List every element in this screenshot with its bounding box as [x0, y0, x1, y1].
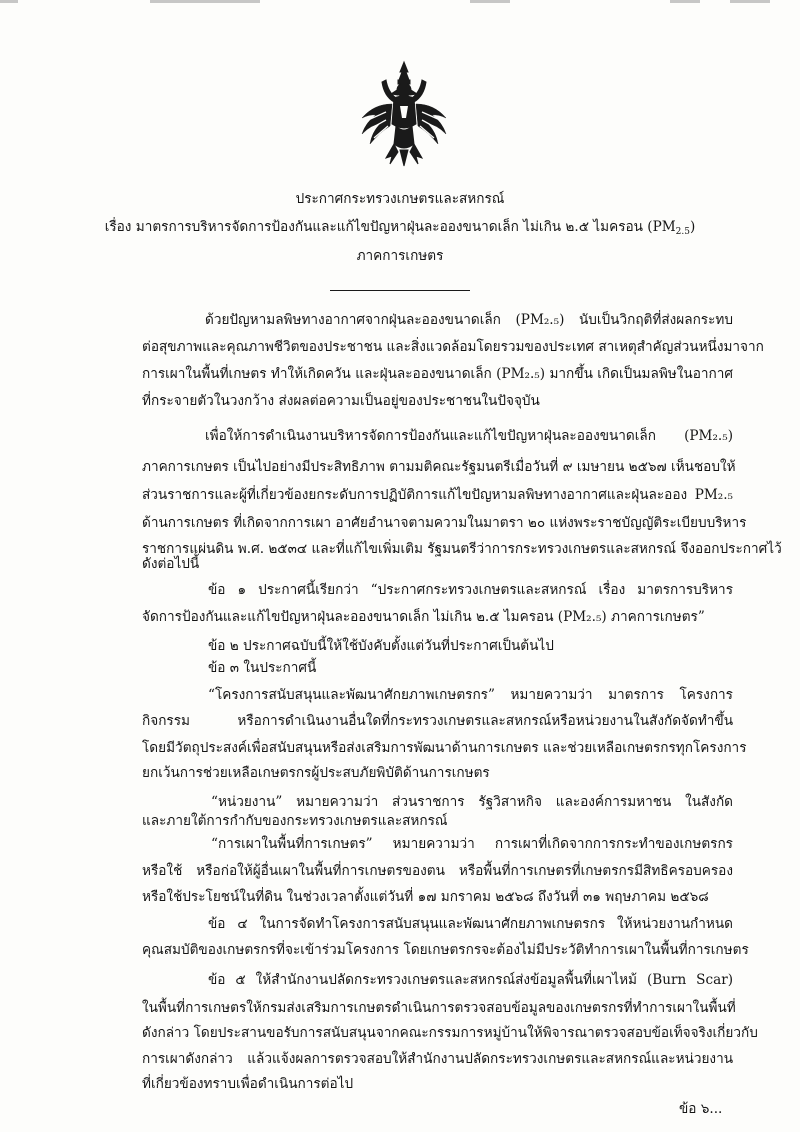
body-line: ด้านการเกษตร ที่เกิดจากการเผา อาศัยอำนาจตามความในมาตรา ๒๐ แห่งพระราชบัญญัติระเบียบบริหาร: [142, 515, 747, 531]
header-line-1: ประกาศกระทรวงเกษตรและสหกรณ์: [295, 191, 505, 207]
header-line-3: ภาคการเกษตร: [356, 248, 444, 264]
body-line: “การเผาในพื้นที่การเกษตร” หมายความว่า การเผาที่เกิดจากการกระทำของเกษตรกร: [211, 836, 733, 852]
body-line: จัดการป้องกันและแก้ไขปัญหาฝุ่นละอองขนาดเล็ก ไม่เกิน ๒.๕ ไมครอน (PM₂.₅) ภาคการเกษตร”: [142, 609, 705, 625]
body-line: ดังกล่าว โดยประสานขอรับการสนับสนุนจากคณะกรรมการหมู่บ้านให้พิจารณาตรวจสอบข้อเท็จจริงเกี่ยวกับ: [142, 1025, 758, 1041]
header-subject-text: เรื่อง มาตรการบริหารจัดการป้องกันและแก้ไขปัญหาฝุ่นละอองขนาดเล็ก ไม่เกิน ๒.๕ ไมครอน (PM: [104, 219, 676, 235]
body-line: ข้อ ๑ ประกาศนี้เรียกว่า “ประกาศกระทรวงเกษตรและสหกรณ์ เรื่อง มาตรการบริหาร: [208, 582, 733, 598]
header-subject-line: [0, 215, 800, 237]
body-line: ด้วยปัญหามลพิษทางอากาศจากฝุ่นละอองขนาดเล็ก (PM₂.₅) นับเป็นวิกฤติที่ส่งผลกระทบ: [205, 312, 733, 328]
body-line: ต่อสุขภาพและคุณภาพชีวิตของประชาชน และสิ่งแวดล้อมโดยรวมของประเทศ สาเหตุสำคัญส่วนหนึ่งมาจาก: [142, 339, 764, 355]
scan-top-edge: [0, 0, 800, 10]
body-line: ข้อ ๕ ให้สำนักงานปลัดกระทรวงเกษตรและสหกรณ์ส่งข้อมูลพื้นที่เผาไหม้ (Burn Scar): [208, 972, 733, 988]
body-line: ส่วนราชการและผู้ที่เกี่ยวข้องยกระดับการปฏิบัติการแก้ไขปัญหามลพิษทางอากาศและฝุ่นละออง PM₂.₅: [142, 487, 733, 503]
header-subject-close: ): [689, 219, 696, 235]
body-line: “หน่วยงาน” หมายความว่า ส่วนราชการ รัฐวิสาหกิจ และองค์การมหาชน ในสังกัด: [211, 794, 733, 810]
body-line: ภาคการเกษตร เป็นไปอย่างมีประสิทธิภาพ ตามมติคณะรัฐมนตรีเมื่อวันที่ ๙ เมษายน ๒๕๖๗ เห็นชอบให้: [142, 459, 736, 475]
body-line: ข้อ ๔ ในการจัดทำโครงการสนับสนุนและพัฒนาศักยภาพเกษตรกร ให้หน่วยงานกำหนด: [208, 916, 733, 932]
body-line: ข้อ ๒ ประกาศฉบับนี้ให้ใช้บังคับตั้งแต่วันที่ประกาศเป็นต้นไป: [208, 638, 554, 654]
body-line: ที่กระจายตัวในวงกว้าง ส่งผลต่อความเป็นอยู่ของประชาชนในปัจจุบัน: [142, 393, 540, 409]
body-line: ในพื้นที่การเกษตรให้กรมส่งเสริมการเกษตรดำเนินการตรวจสอบข้อมูลของเกษตรกรที่ทำการเผาในพื้นที่: [142, 1000, 736, 1016]
body-line: โดยมีวัตถุประสงค์เพื่อสนับสนุนหรือส่งเสริมการพัฒนาด้านการเกษตร และช่วยเหลือเกษตรกรทุกโครงการ: [142, 740, 747, 756]
body-line: ที่เกี่ยวข้องทราบเพื่อดำเนินการต่อไป: [142, 1076, 354, 1092]
body-line: การเผาดังกล่าว แล้วแจ้งผลการตรวจสอบให้สำนักงานปลัดกระทรวงเกษตรและสหกรณ์และหน่วยงาน: [142, 1051, 733, 1067]
body-line: ราชการแผ่นดิน พ.ศ. ๒๕๓๔ และที่แก้ไขเพิ่มเติม รัฐมนตรีว่าการกระทรวงเกษตรและสหกรณ์ จึงออกประกาศไว้: [142, 541, 782, 557]
body-line: คุณสมบัติของเกษตรกรที่จะเข้าร่วมโครงการ โดยเกษตรกรจะต้องไม่มีประวัติทำการเผาในพื้นที่การเกษตร: [142, 942, 749, 958]
header-subject-subscript: 2.5: [675, 227, 690, 237]
body-line: ยกเว้นการช่วยเหลือเกษตรกรผู้ประสบภัยพิบัติด้านการเกษตร: [142, 765, 490, 781]
body-line: “โครงการสนับสนุนและพัฒนาศักยภาพเกษตรกร” หมายความว่า มาตรการ โครงการ: [208, 687, 733, 703]
body-line: การเผาในพื้นที่เกษตร ทำให้เกิดควัน และฝุ่นละอองขนาดเล็ก (PM₂.₅) มากขึ้น เกิดเป็นมลพิษในอากาศ: [142, 366, 733, 382]
body-line: เพื่อให้การดำเนินงานบริหารจัดการป้องกันและแก้ไขปัญหาฝุ่นละอองขนาดเล็ก (PM₂.₅): [205, 428, 733, 444]
garuda-emblem-icon: [356, 60, 452, 168]
body-line: ดังต่อไปนี้: [142, 556, 200, 572]
body-line: หรือใช้ หรือก่อให้ผู้อื่นเผาในพื้นที่การเกษตรของตน หรือพื้นที่การเกษตรที่เกษตรกรมีสิทธิครอบครอง: [142, 863, 733, 879]
body-line: และภายใต้การกำกับของกระทรวงเกษตรและสหกรณ์: [142, 813, 448, 829]
body-line: หรือใช้ประโยชน์ในที่ดิน ในช่วงเวลาตั้งแต่วันที่ ๑๗ มกราคม ๒๕๖๘ ถึงวันที่ ๓๑ พฤษภาคม ๒๕๖๘: [142, 889, 709, 905]
body-line: ข้อ ๓ ในประกาศนี้: [208, 660, 317, 676]
page-continuation: ข้อ ๖...: [679, 1101, 723, 1117]
body-line: กิจกรรม หรือการดำเนินงานอื่นใดที่กระทรวงเกษตรและสหกรณ์หรือหน่วยงานในสังกัดจัดทำขึ้น: [142, 713, 733, 729]
header-divider: [330, 290, 470, 291]
